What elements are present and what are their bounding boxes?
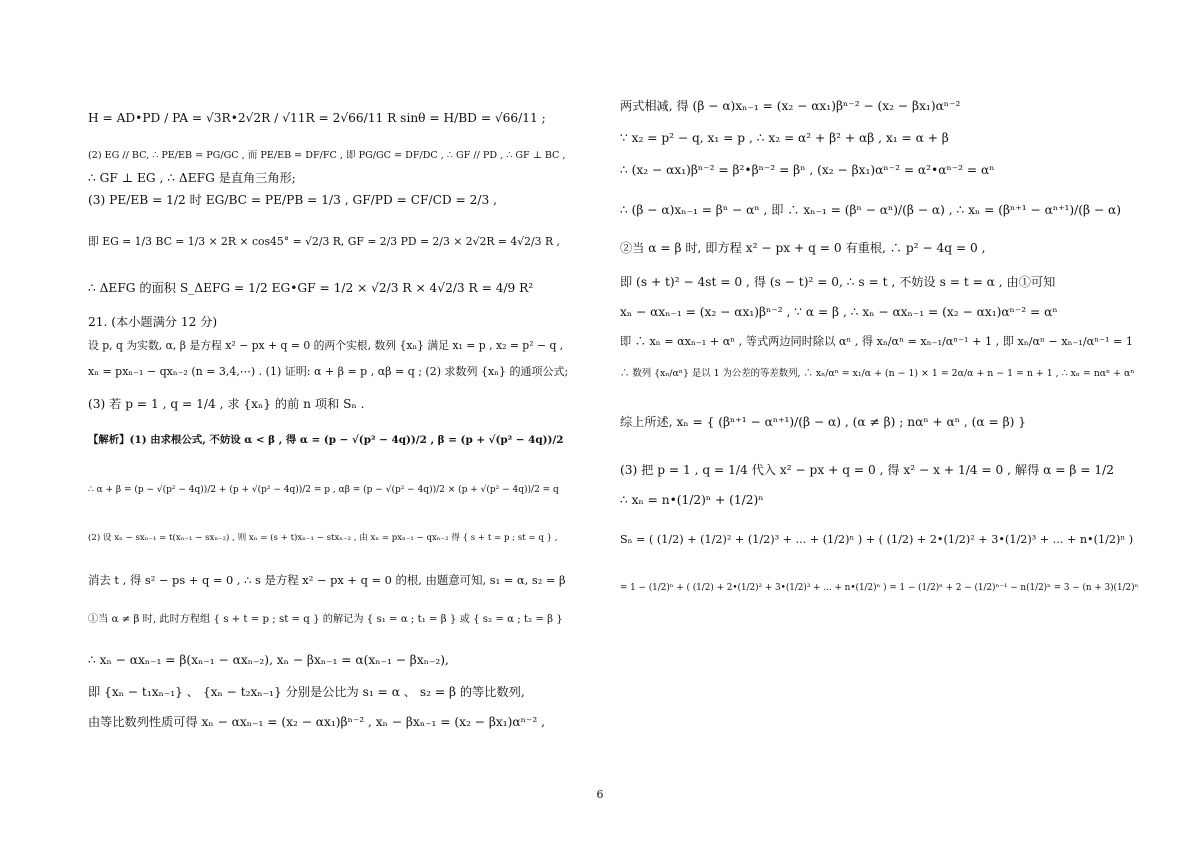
right-text-line: Sₙ = ( (1/2) + (1/2)² + (1/2)³ + ... + (1/2)ⁿ ) + ( (1/2) + 2•(1/2)² + 3•(1/2)³ + ... + n•(1/2)ⁿ ) bbox=[620, 533, 1134, 546]
left-text-line: ①当 α ≠ β 时, 此时方程组 { s + t = p ; st = q } 的解记为 { s₁ = α ; t₁ = β } 或 { s₂ = α ; t₂ = β } bbox=[88, 614, 563, 625]
right-text-line: 两式相减, 得 (β − α)xₙ₋₁ = (x₂ − αx₁)βⁿ⁻² − (x₂ − βx₁)αⁿ⁻² bbox=[620, 99, 961, 113]
left-text-line: ∴ ΔEFG 的面积 S_ΔEFG = 1/2 EG•GF = 1/2 × √2/3 R × 4√2/3 R = 4/9 R² bbox=[88, 281, 534, 295]
left-text-line: ∴ xₙ − αxₙ₋₁ = β(xₙ₋₁ − αxₙ₋₂), xₙ − βxₙ₋₁ = α(xₙ₋₁ − βxₙ₋₂), bbox=[88, 653, 449, 667]
right-text-line: 即 ∴ xₙ = αxₙ₋₁ + αⁿ , 等式两边同时除以 αⁿ , 得 xₙ/αⁿ = xₙ₋₁/αⁿ⁻¹ + 1 , 即 xₙ/αⁿ − xₙ₋₁/αⁿ⁻¹ = 1 bbox=[620, 335, 1134, 348]
right-text-line: ∴ (x₂ − αx₁)βⁿ⁻² = β²•βⁿ⁻² = βⁿ , (x₂ − βx₁)αⁿ⁻² = α²•αⁿ⁻² = αⁿ bbox=[620, 163, 995, 177]
left-text-line: 【解析】(1) 由求根公式, 不妨设 α < β , 得 α = (p − √(p² − 4q))/2 , β = (p + √(p² − 4q))/2 bbox=[88, 434, 564, 446]
left-text-line: H = AD•PD / PA = √3R•2√2R / √11R = 2√66/11 R sinθ = H/BD = √66/11 ; bbox=[88, 111, 546, 125]
left-text-line: (2) 设 xₙ − sxₙ₋₁ = t(xₙ₋₁ − sxₙ₋₂) , 则 xₙ = (s + t)xₙ₋₁ − stxₙ₋₂ , 由 xₙ = pxₙ₋₁ − qxₙ₋₂ 得 { s + t = p ; st = q } , bbox=[88, 533, 558, 543]
left-text-line: 由等比数列性质可得 xₙ − αxₙ₋₁ = (x₂ − αx₁)βⁿ⁻² , xₙ − βxₙ₋₁ = (x₂ − βx₁)αⁿ⁻² , bbox=[88, 715, 545, 729]
left-text-line: 消去 t , 得 s² − ps + q = 0 , ∴ s 是方程 x² − px + q = 0 的根, 由题意可知, s₁ = α, s₂ = β bbox=[88, 573, 566, 587]
left-text-line: (3) 若 p = 1 , q = 1/4 , 求 {xₙ} 的前 n 项和 Sₙ . bbox=[88, 397, 365, 411]
left-text-line: (3) PE/EB = 1/2 时 EG/BC = PE/PB = 1/3 , GF/PD = CF/CD = 2/3 , bbox=[88, 193, 498, 207]
left-text-line: 即 EG = 1/3 BC = 1/3 × 2R × cos45° = √2/3 R, GF = 2/3 PD = 2/3 × 2√2R = 4√2/3 R , bbox=[88, 235, 560, 248]
right-text-line: 综上所述, xₙ = { (βⁿ⁺¹ − αⁿ⁺¹)/(β − α) , (α ≠ β) ; nαⁿ + αⁿ , (α = β) } bbox=[620, 415, 1027, 429]
right-text-line: 即 (s + t)² − 4st = 0 , 得 (s − t)² = 0, ∴ s = t , 不妨设 s = t = α , 由①可知 bbox=[620, 275, 1056, 289]
left-text-line: ∴ α + β = (p − √(p² − 4q))/2 + (p + √(p² − 4q))/2 = p , αβ = (p − √(p² − 4q))/2 × (p + √(p² − 4q))/2 = q bbox=[88, 485, 559, 495]
right-text-line: = 1 − (1/2)ⁿ + ( (1/2) + 2•(1/2)² + 3•(1/2)³ + ... + n•(1/2)ⁿ ) = 1 − (1/2)ⁿ + 2 − (1/2)ⁿ⁻¹ − n(1/2)ⁿ = 3 − (n + 3)(1/2)ⁿ bbox=[620, 583, 1139, 593]
left-text-line: 设 p, q 为实数, α, β 是方程 x² − px + q = 0 的两个实根, 数列 {xₙ} 满足 x₁ = p , x₂ = p² − q , bbox=[88, 339, 564, 352]
right-text-line: ∴ 数列 {xₙ/αⁿ} 是以 1 为公差的等差数列, ∴ xₙ/αⁿ = x₁/α + (n − 1) × 1 = 2α/α + n − 1 = n + 1 , ∴ xₙ = nαⁿ + αⁿ bbox=[620, 368, 1135, 379]
right-text-line: (3) 把 p = 1 , q = 1/4 代入 x² − px + q = 0 , 得 x² − x + 1/4 = 0 , 解得 α = β = 1/2 bbox=[620, 463, 1114, 477]
left-text-line: 21. (本小题满分 12 分) bbox=[88, 315, 218, 329]
left-text-line: 即 {xₙ − t₁xₙ₋₁} 、 {xₙ − t₂xₙ₋₁} 分别是公比为 s₁ = α 、 s₂ = β 的等比数列, bbox=[88, 685, 525, 699]
right-text-line: ∴ xₙ = n•(1/2)ⁿ + (1/2)ⁿ bbox=[620, 493, 764, 507]
right-text-line: ∴ (β − α)xₙ₋₁ = βⁿ − αⁿ , 即 ∴ xₙ₋₁ = (βⁿ − αⁿ)/(β − α) , ∴ xₙ = (βⁿ⁺¹ − αⁿ⁺¹)/(β − α) bbox=[620, 203, 1122, 217]
right-text-line: ∵ x₂ = p² − q, x₁ = p , ∴ x₂ = α² + β² + αβ , x₁ = α + β bbox=[620, 131, 949, 145]
right-text-line: ②当 α = β 时, 即方程 x² − px + q = 0 有重根, ∴ p² − 4q = 0 , bbox=[620, 241, 986, 255]
left-text-line: xₙ = pxₙ₋₁ − qxₙ₋₂ (n = 3,4,⋯) . (1) 证明: α + β = p , αβ = q ; (2) 求数列 {xₙ} 的通项公式; bbox=[88, 365, 569, 378]
right-text-line: xₙ − αxₙ₋₁ = (x₂ − αx₁)βⁿ⁻² , ∵ α = β , ∴ xₙ − αxₙ₋₁ = (x₂ − αx₁)αⁿ⁻² = αⁿ bbox=[620, 305, 1058, 319]
left-text-line: (2) EG // BC, ∴ PE/EB = PG/GC , 而 PE/EB = DF/FC , 即 PG/GC = DF/DC , ∴ GF // PD , ∴ GF ⊥ BC , bbox=[88, 150, 566, 161]
page-number: 6 bbox=[596, 788, 604, 801]
left-text-line: ∴ GF ⊥ EG , ∴ ΔEFG 是直角三角形; bbox=[88, 171, 296, 185]
